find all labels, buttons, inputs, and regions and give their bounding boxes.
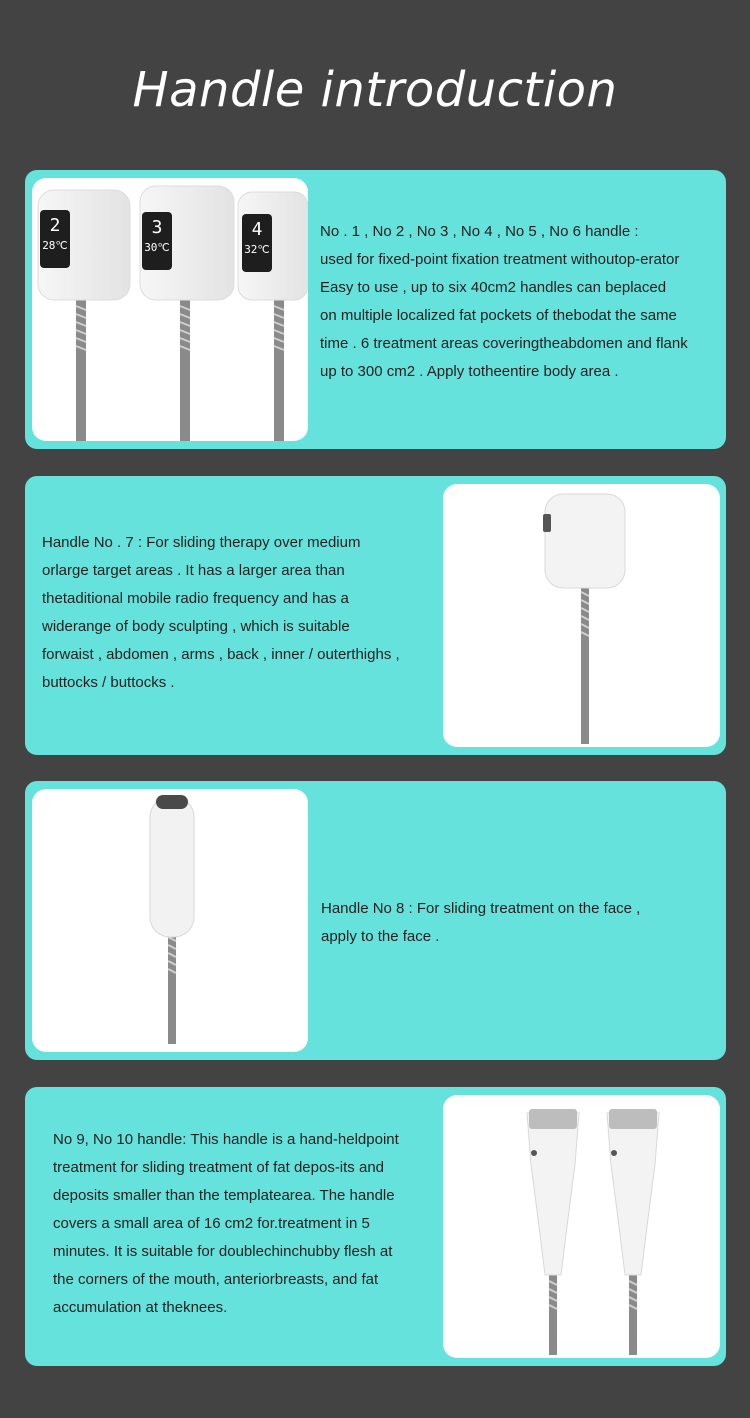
handles-1-6-description <box>320 218 688 386</box>
text-line: on multiple localized fat pockets of thebodat the same <box>320 307 677 324</box>
text-line: up to 300 cm2 . Apply totheentire body area . <box>320 363 619 380</box>
text-line: Handle No 8 : For sliding treatment on the face , <box>321 900 641 917</box>
text-line: time . 6 treatment areas coveringtheabdomen and flank <box>320 335 688 352</box>
handle-8-description <box>321 895 640 951</box>
display-1-number: 2 <box>49 215 61 236</box>
page-title: Handle introduction <box>132 62 618 118</box>
text-line: orlarge target areas . It has a larger area than <box>42 562 345 579</box>
text-line: minutes. It is suitable for doublechinchubby flesh at <box>53 1243 393 1260</box>
handle-7-illustration <box>443 484 720 747</box>
display-2-number: 3 <box>151 217 163 238</box>
display-2-temp: 30℃ <box>144 241 170 254</box>
text-line: buttocks / buttocks . <box>42 674 175 691</box>
handle-card-7 <box>25 476 726 755</box>
handles-1-6-photo <box>32 178 308 441</box>
handles-9-10-illustration <box>443 1095 720 1358</box>
display-1 <box>40 210 70 268</box>
text-line: covers a small area of 16 cm2 for.treatment in 5 <box>53 1215 370 1232</box>
handle-card-1-6 <box>25 170 726 449</box>
text-line: accumulation at theknees. <box>53 1299 228 1316</box>
text-line: treatment for sliding treatment of fat depos-its and <box>53 1159 385 1176</box>
text-line: deposits smaller than the templatearea. The handle <box>53 1187 395 1204</box>
text-line: No . 1 , No 2 , No 3 , No 4 , No 5 , No 6 handle : <box>320 223 639 240</box>
text-line: Easy to use , up to six 40cm2 handles can beplaced <box>320 279 667 296</box>
handle-8-photo <box>32 789 308 1052</box>
text-line: Handle No . 7 : For sliding therapy over medium <box>42 534 361 551</box>
display-3-number: 4 <box>251 219 263 240</box>
handle-7-description <box>42 529 400 697</box>
text-line: forwaist , abdomen , arms , back , inner / outerthighs , <box>42 646 400 663</box>
text-line: the corners of the mouth, anteriorbreasts, and fat <box>53 1271 379 1288</box>
display-3 <box>242 214 272 272</box>
display-3-temp: 32℃ <box>244 243 270 256</box>
display-1-temp: 28℃ <box>42 239 68 252</box>
handle-7-photo <box>443 484 720 747</box>
display-2 <box>142 212 172 270</box>
text-line: apply to the face . <box>321 928 440 945</box>
handle-8-illustration <box>32 789 308 1052</box>
handles-9-10-photo <box>443 1095 720 1358</box>
text-line: widerange of body sculpting , which is suitable <box>42 618 350 635</box>
handle-card-9-10 <box>25 1087 726 1366</box>
handle-card-8 <box>25 781 726 1060</box>
text-line: No 9, No 10 handle: This handle is a hand-heldpoint <box>53 1131 399 1148</box>
text-line: thetaditional mobile radio frequency and has a <box>42 590 349 607</box>
text-line: used for fixed-point fixation treatment withoutop-erator <box>320 251 680 268</box>
handles-9-10-description <box>53 1126 399 1322</box>
